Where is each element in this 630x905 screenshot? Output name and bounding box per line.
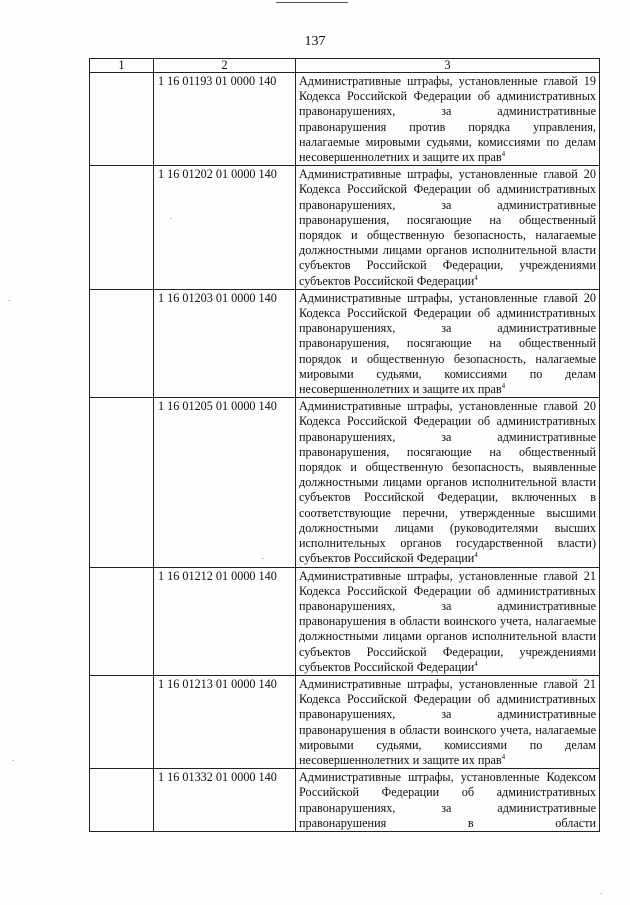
budget-codes-table xyxy=(89,58,600,832)
budget-code: 1 16 01332 01 0000 140 xyxy=(154,769,296,832)
empty-cell xyxy=(90,769,154,832)
footnote-mark: 4 xyxy=(501,150,506,159)
page-number: 137 xyxy=(304,34,326,49)
empty-cell xyxy=(90,675,154,768)
footnote-mark: 4 xyxy=(474,659,478,668)
table-header-row xyxy=(90,59,600,73)
description-text: Административные штрафы, установленные главой 21 Кодекса Российской Федерации об административных правонарушениях, за административные правонарушения в области воинского учета, налагаемые должностными лицами органов исполнительной власти субъектов Российской Федерации, учреждениями субъектов Российской Федерации xyxy=(299,568,596,674)
budget-code: 1 16 01212 01 0000 140 xyxy=(154,567,296,675)
footnote-mark: 4 xyxy=(474,273,478,282)
footnote-mark: 4 xyxy=(501,752,506,761)
scan-speck xyxy=(8,300,10,301)
table-row xyxy=(90,73,600,166)
budget-code: 1 16 01205 01 0000 140 xyxy=(154,398,296,567)
table-row xyxy=(90,289,600,397)
description-text: Административные штрафы, установленные главой 20 Кодекса Российской Федерации об административных правонарушениях, за административные правонарушения, посягающие на общественный порядок и общественную безопасность, выявленные должностными лицами органов исполнительной власти субъектов Российской Федерации, включенных в соответствующие перечни, утвержденные высшими должностными лицами (руководителями высших исполнительных органов государственной власти) субъектов Российской Федерации xyxy=(299,399,596,566)
scan-speck xyxy=(170,218,172,219)
table-row xyxy=(90,166,600,290)
footnote-mark: 4 xyxy=(474,551,478,560)
description-cell xyxy=(296,398,600,567)
scan-speck xyxy=(12,760,14,761)
description-text: Административные штрафы, установленные главой 19 Кодекса Российской Федерации об административных правонарушениях, за административные правонарушения против порядка управления, налагаемые мировыми судьями, комиссиями по делам несовершеннолетних и защите их прав xyxy=(299,74,596,165)
description-text: Административные штрафы, установленные главой 21 Кодекса Российской Федерации об административных правонарушениях, за административные правонарушения в области воинского учета, налагаемые мировыми судьями, комиссиями по делам несовершеннолетних и защите их прав xyxy=(299,676,596,767)
description-cell xyxy=(296,675,600,768)
empty-cell xyxy=(90,73,154,166)
budget-code: 1 16 01202 01 0000 140 xyxy=(154,166,296,290)
table-row xyxy=(90,769,600,832)
description-text: Административные штрафы, установленные Кодексом Российской Федерации об административных правонарушениях, за административные правонарушения в области xyxy=(299,770,596,830)
empty-cell xyxy=(90,166,154,290)
scan-speck xyxy=(600,893,602,894)
empty-cell xyxy=(90,398,154,567)
description-cell xyxy=(296,166,600,290)
budget-code: 1 16 01203 01 0000 140 xyxy=(154,289,296,397)
table-row xyxy=(90,567,600,675)
empty-cell xyxy=(90,567,154,675)
description-cell xyxy=(296,567,600,675)
top-rule xyxy=(276,2,348,3)
column-header-3: 3 xyxy=(296,59,600,73)
description-text: Административные штрафы, установленные главой 20 Кодекса Российской Федерации об административных правонарушениях, за административные правонарушения, посягающие на общественный порядок и общественную безопасность, налагаемые мировыми судьями, комиссиями по делам несовершеннолетних и защите их прав xyxy=(299,290,596,397)
description-text: Административные штрафы, установленные главой 20 Кодекса Российской Федерации об административных правонарушениях, за административные правонарушения, посягающие на общественный порядок и общественную безопасность, налагаемые должностными лицами органов исполнительной власти субъектов Российской Федерации, учреждениями субъектов Российской Федерации xyxy=(299,167,596,288)
budget-code: 1 16 01193 01 0000 140 xyxy=(154,73,296,166)
description-cell xyxy=(296,769,600,832)
table-row xyxy=(90,398,600,567)
column-header-1: 1 xyxy=(90,59,154,73)
budget-code: 1 16 01213 01 0000 140 xyxy=(154,675,296,768)
scan-speck xyxy=(262,558,264,559)
footnote-mark: 4 xyxy=(501,382,506,391)
table-row xyxy=(90,675,600,768)
description-cell xyxy=(296,289,600,397)
empty-cell xyxy=(90,289,154,397)
description-cell xyxy=(296,73,600,166)
column-header-2: 2 xyxy=(154,59,296,73)
